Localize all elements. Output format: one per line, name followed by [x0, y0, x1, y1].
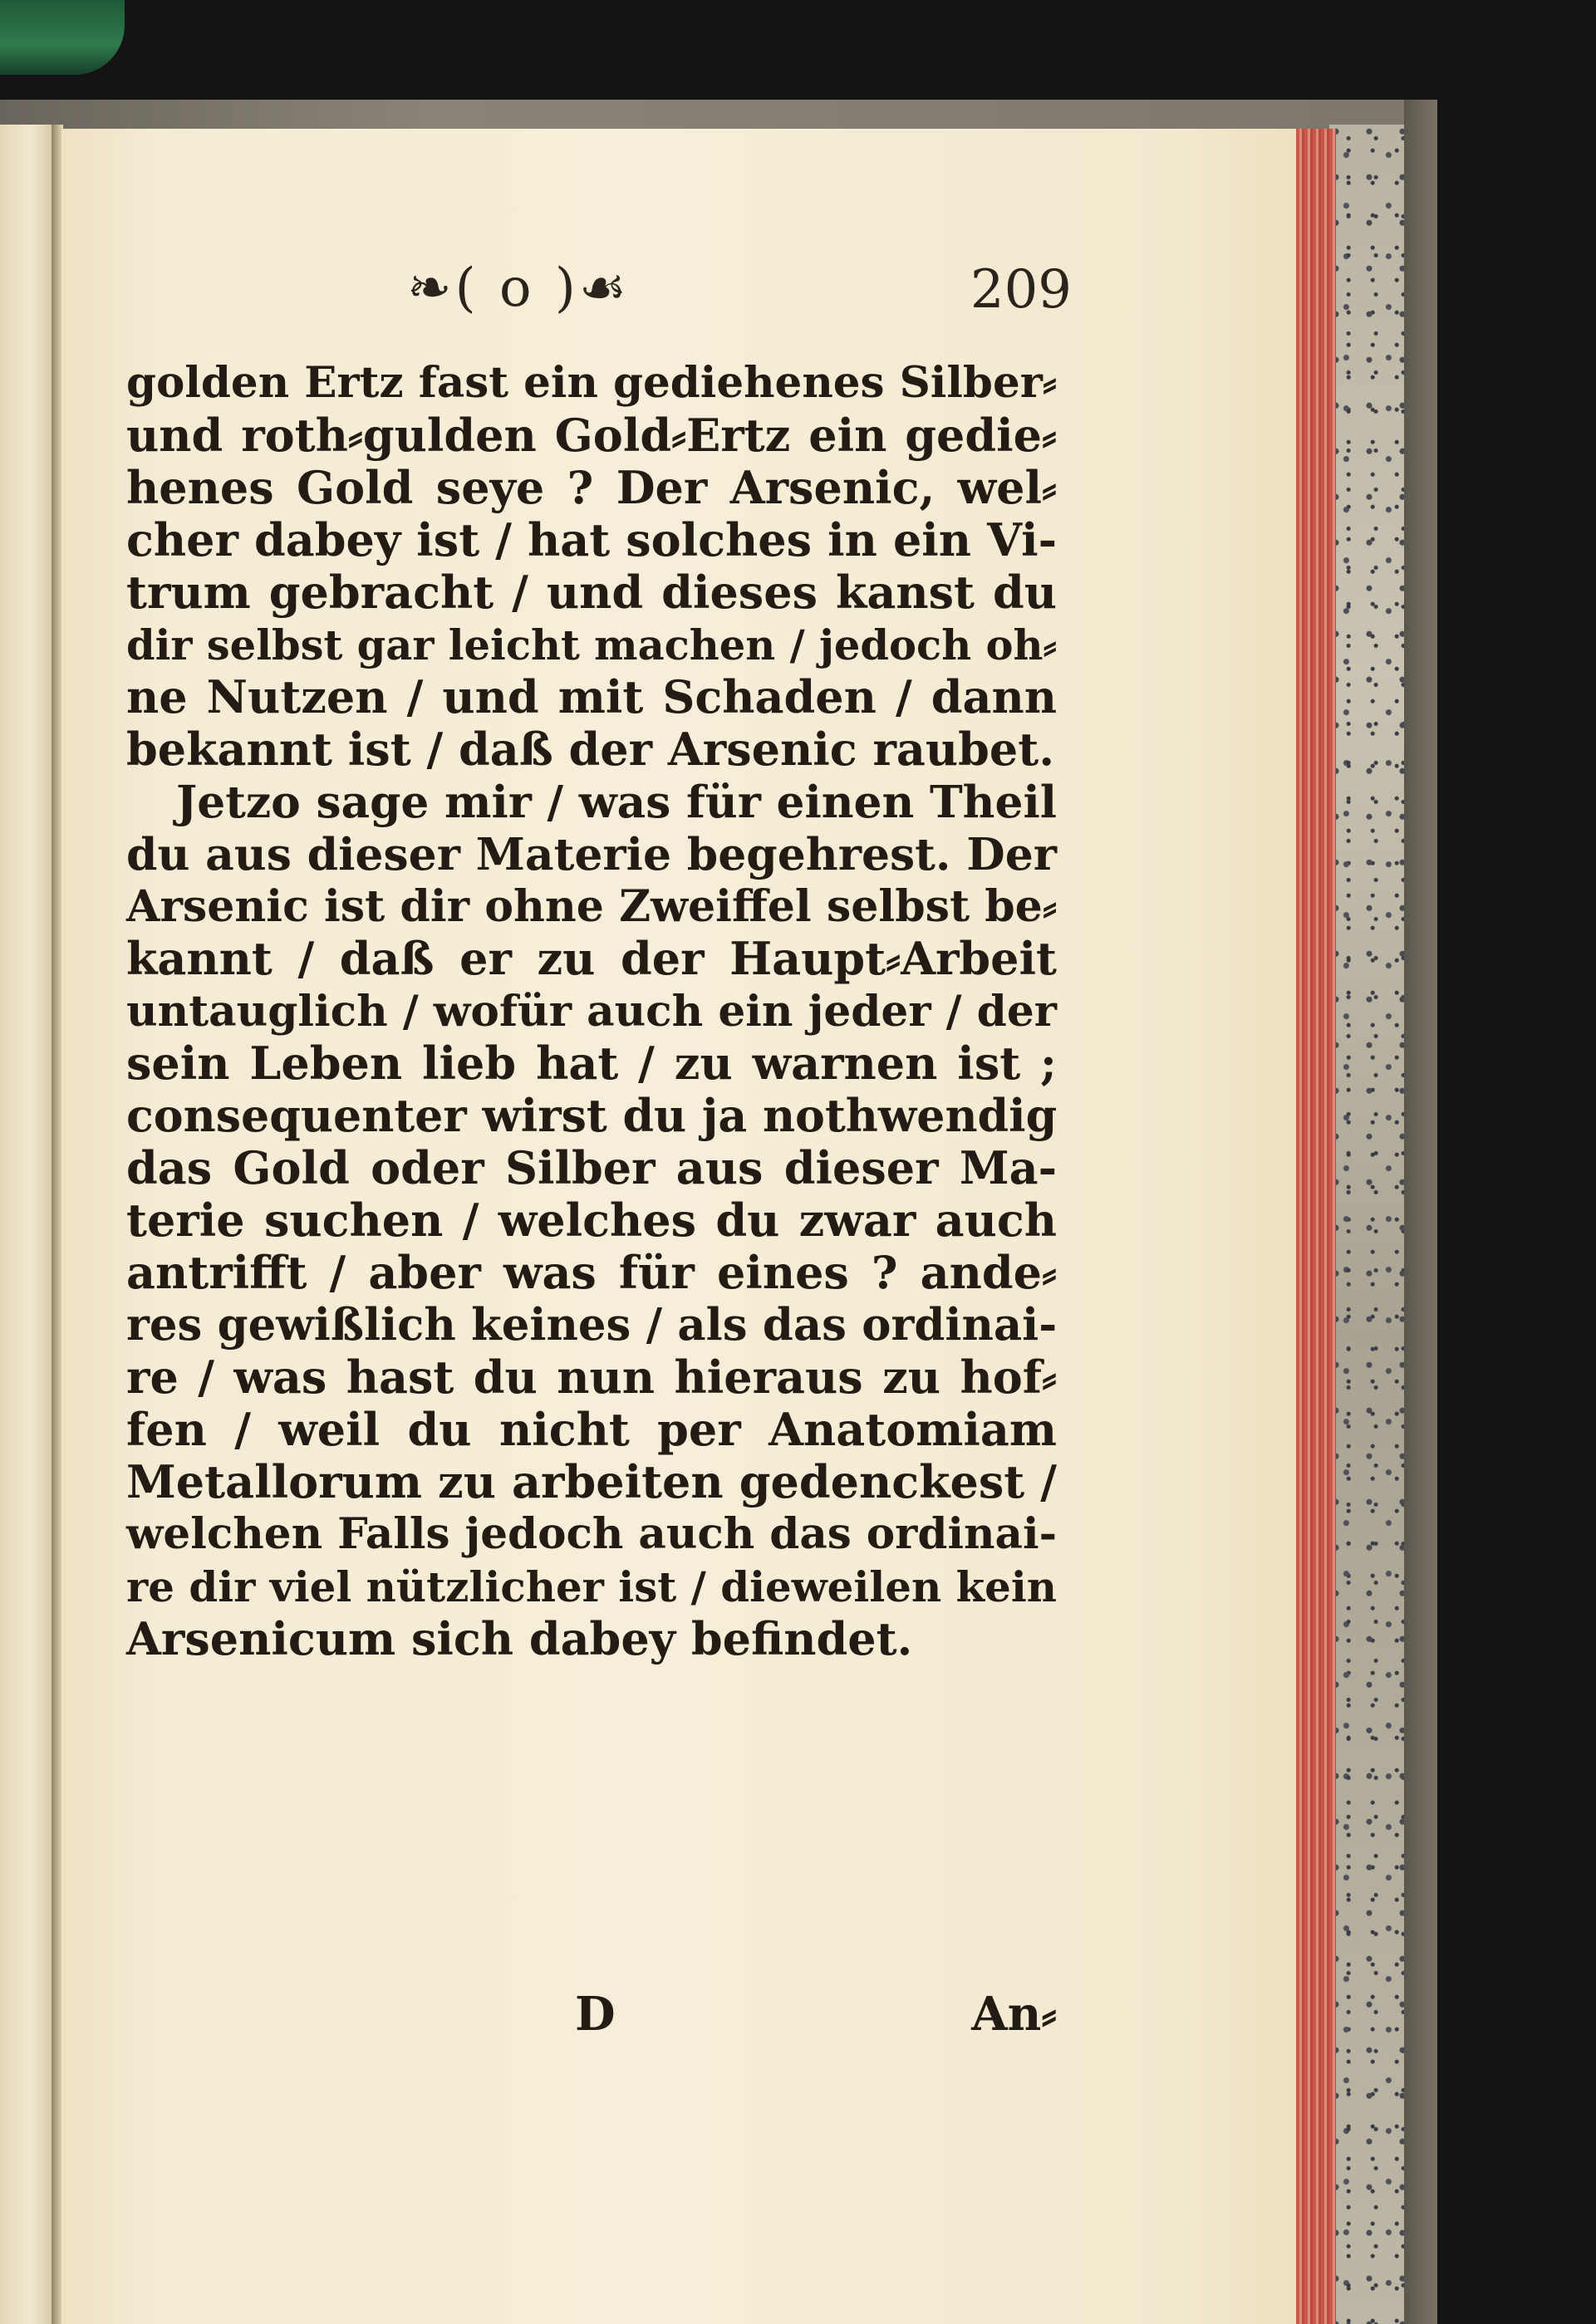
- text-line: cher dabey ist / hat solches in ein Vi-: [126, 513, 1057, 566]
- body-text: [126, 357, 1057, 1665]
- catchword: An⸗: [971, 1987, 1057, 2042]
- text-line: das Gold oder Silber aus dieser Ma-: [126, 1141, 1057, 1194]
- text-line: re dir viel nützlicher ist / dieweilen kein: [126, 1562, 1057, 1611]
- text-line: fen / weil du nicht per Anatomiam: [126, 1403, 1057, 1456]
- text-line: re / was hast du nun hieraus zu hof⸗: [126, 1351, 1057, 1404]
- header-ornament: ❧( o )☙: [407, 257, 631, 319]
- text-line: henes Gold seye ? Der Arsenic, wel⸗: [126, 461, 1057, 514]
- signature-mark: D: [575, 1987, 616, 2042]
- left-page-edge: [0, 125, 53, 2324]
- text-line: res gewißlich keines / als das ordinai-: [126, 1299, 1058, 1351]
- text-line: dir selbst gar leicht machen / jedoch oh⸗: [126, 620, 1057, 669]
- text-line: terie suchen / welches du zwar auch: [126, 1194, 1057, 1247]
- page-footer: [126, 1987, 1057, 2053]
- page-number: 209: [970, 259, 1072, 321]
- text-line: und roth⸗gulden Gold⸗Ertz ein gedie⸗: [126, 409, 1057, 462]
- text-line: Arsenicum sich dabey befindet.: [126, 1612, 913, 1665]
- text-line: consequenter wirst du ja nothwendig: [126, 1089, 1058, 1142]
- text-line: sein Leben lieb hat / zu warnen ist ;: [126, 1037, 1057, 1090]
- running-header: [133, 257, 1072, 336]
- text-line: du aus dieser Materie begehrest. Der: [126, 828, 1057, 880]
- text-line: Metallorum zu arbeiten gedenckest /: [126, 1455, 1057, 1508]
- text-line: antrifft / aber was für eines ? ande⸗: [126, 1246, 1057, 1299]
- text-line: kannt / daß er zu der Haupt⸗Arbeit: [126, 932, 1057, 985]
- text-line: untauglich / wofür auch ein jeder / der: [126, 986, 1057, 1037]
- text-line: welchen Falls jedoch auch das ordinai-: [126, 1509, 1057, 1559]
- red-page-edge: [1296, 129, 1336, 2324]
- ribbon-bookmark: [0, 0, 125, 75]
- text-line: ne Nutzen / und mit Schaden / dann: [126, 670, 1057, 723]
- text-line: trum gebracht / und dieses kanst du: [126, 566, 1057, 619]
- text-line: bekannt ist / daß der Arsenic raubet.: [126, 723, 1055, 776]
- text-line: Jetzo sage mir / was für einen Theil: [176, 776, 1057, 828]
- text-line: Arsenic ist dir ohne Zweiffel selbst be⸗: [126, 881, 1058, 932]
- board-edge: [1404, 100, 1437, 2324]
- text-line: golden Ertz fast ein gediehenes Silber⸗: [126, 358, 1057, 408]
